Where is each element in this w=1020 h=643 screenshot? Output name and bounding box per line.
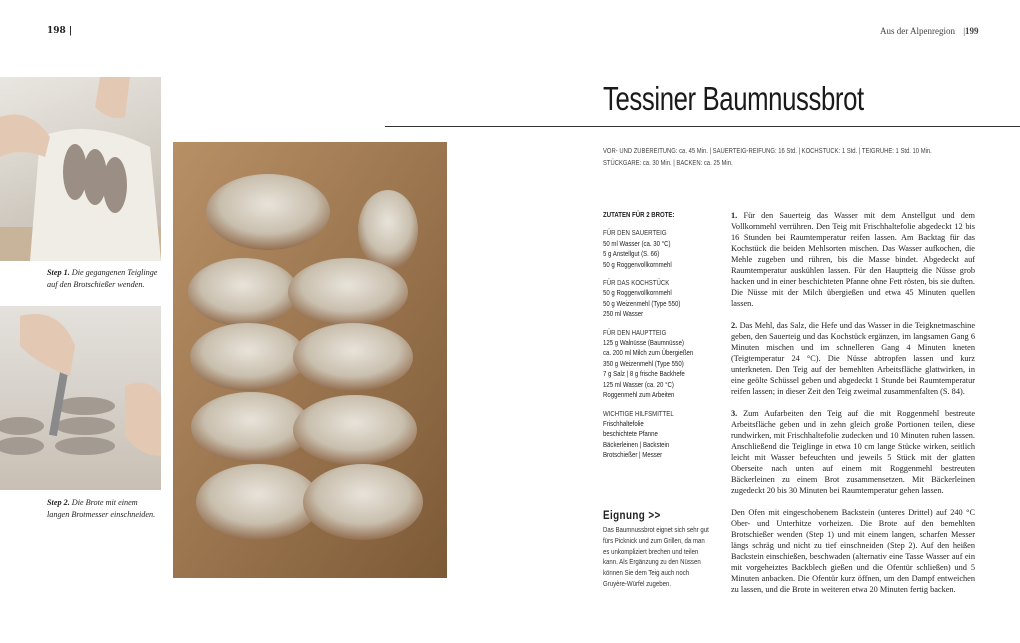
- step2-caption: [47, 497, 159, 521]
- step1-illustration: [0, 77, 161, 261]
- section-heading: FÜR DAS KOCHSTÜCK: [603, 278, 670, 288]
- ingredient-item: 50 g Weizenmehl (Type 550): [603, 298, 681, 308]
- ingredient-item: 7 g Salz | 8 g frische Backhefe: [603, 369, 685, 379]
- step1-text: Die gegangenen Teiglinge auf den Brotschießer wenden.: [47, 268, 158, 290]
- instruction-step-1: 1. Für den Sauerteig das Wasser mit dem Anstellgut und dem Vollkornmehl verrühren. Den Teig mit Frischhaltefolie abgedeckt 12 bis 16 Stunden bei Raumtemperatur reifen lassen. Am Backtag für das Kochstück die beiden Mehlsorten mischen. Das Wasser aufkochen, die Mehle zugeben und rühren, bis die Masse bindet. Abgedeckt auf Raumtemperatur auskühlen lassen. Für den Hauptteig die Nüsse grob hacken und in einer beschichteten Pfanne ohne Fett rösten, bis sie duften. Die Nüsse mit der Milch übergießen und etwa 45 Minuten quellen lassen.: [731, 211, 976, 308]
- recipe-meta: [603, 146, 932, 170]
- eignung-title: Eignung >>: [603, 508, 661, 522]
- step1-photo: [0, 77, 161, 261]
- ingredients-title: ZUTATEN FÜR 2 BROTE:: [603, 210, 675, 219]
- eignung-text: Das Baumnussbrot eignet sich sehr gut fürs Picknick und zum Grillen, da man es unkompliziert brechen und teilen kann. Als Ergänzung zu den Nüssen können Sie dem Teig auch noch Gruyère-Würfel zugeben.: [603, 525, 709, 588]
- ingredient-item: 125 g Walnüsse (Baumnüsse): [603, 338, 684, 348]
- ingredient-item: 350 g Weizenmehl (Type 550): [603, 358, 684, 368]
- instructions: [731, 210, 975, 606]
- instruction-step-2: 2. Das Mehl, das Salz, die Hefe und das Wasser in die Teigknetmaschine geben, den Sauerteig und das Kochstück ergänzen, im langsamen Gang 6 Minuten mischen und im schnelleren Gang 4 Minuten kneten (Teigtemperatur 24 °C). Die Nüsse abtropfen lassen und kurz unterkneten. Den Teig auf der bemehlten Arbeitsfläche glattwirken, in eine geölte Schüssel geben und abgedeckt 1 Stunde bei Raumtemperatur reifen lassen; in dieser Zeit den Teig zweimal zusammenfalten (S. 84).: [731, 321, 975, 396]
- page-number-left: 198 |: [47, 26, 73, 36]
- meta-line-1: VOR- UND ZUBEREITUNG: ca. 45 Min. | SAUERTEIG-REIFUNG: 16 Std. | KOCHSTÜCK: 1 Std. | TEIGRUHE: 1 Std. 10 Min.: [603, 148, 932, 155]
- running-head-title: Aus der Alpenregion: [880, 26, 955, 36]
- meta-line-2: STÜCKGARE: ca. 30 Min. | BACKEN: ca. 25 Min.: [603, 160, 733, 167]
- step1-label: Step 1.: [47, 268, 70, 277]
- step2-illustration: [0, 306, 161, 490]
- page-number-right: 199: [965, 26, 979, 36]
- section-heading: WICHTIGE HILFSMITTEL: [603, 408, 674, 418]
- ingredient-item: Bäckerleinen | Backstein: [603, 439, 670, 449]
- ingredient-item: beschichtete Pfanne: [603, 429, 658, 439]
- bread-photo: [173, 142, 447, 578]
- ingredient-item: 5 g Anstellgut (S. 66): [603, 249, 660, 259]
- instruction-baking: Den Ofen mit eingeschobenem Backstein (unteres Drittel) auf 240 °C Ober- und Unterhitze vorheizen. Die Brote auf den bemehlten Brotschießer wenden (Step 1) und mit einem langen, scharfen Messer längs schräg und nicht zu tief einschneiden (Step 2). Auf den heißen Backstein einschießen, beschwaden (alternativ eine Tasse Wasser auf ein mit vorgeheiztes Backblech gießen und die Ofentür schließen) und 5 Minuten anbacken. Die Ofentür kurz öffnen, um den Dampf entweichen zu lassen, und die Brote in weiteren etwa 20 Minuten fertig backen.: [731, 508, 975, 594]
- ingredient-item: Frischhaltefolie: [603, 418, 644, 428]
- step2-photo: [0, 306, 161, 490]
- ingredient-item: 125 ml Wasser (ca. 20 °C): [603, 379, 674, 389]
- ingredient-item: 50 ml Wasser (ca. 30 °C): [603, 238, 671, 248]
- ingredient-item: Roggenmehl zum Arbeiten: [603, 390, 675, 400]
- running-head: Aus der Alpenregion |199: [880, 26, 979, 36]
- step2-text: Die Brote mit einem langen Brotmesser einschneiden.: [47, 498, 156, 520]
- instruction-step-3: 3. Zum Aufarbeiten den Teig auf die mit Roggenmehl bestreute Arbeitsfläche geben und in zehn gleich große Portionen teilen, diese rundwirken, mit Frischhaltefolie zudecken und 10 Minuten ruhen lassen. Anschließend die Teiglinge in etwa 10 cm lange Stücke wirken, seitlich leicht mit Wasser befeuchten und jeweils 5 Stück mit der glatten Oberseite nach unten auf einem mit Roggenmehl bestreuten Bäckerleinen zu einem Brot zusammensetzen. Mit Bäckerleinen zugedeckt 20 bis 30 Minuten bei Raumtemperatur gehen lassen.: [731, 409, 976, 495]
- ingredients: [603, 210, 718, 461]
- title-rule: [385, 126, 1020, 127]
- ingredient-item: ca. 200 ml Milch zum Übergießen: [603, 348, 694, 358]
- ingredient-item: 50 g Roggenvollkornmehl: [603, 288, 672, 298]
- step1-caption: [47, 267, 159, 291]
- ingredient-item: Brotschießer | Messer: [603, 450, 663, 460]
- bread-illustration: [173, 142, 447, 578]
- recipe-title: Tessiner Baumnussbrot: [603, 80, 864, 117]
- section-heading: FÜR DEN SAUERTEIG: [603, 228, 667, 238]
- ingredient-item: 250 ml Wasser: [603, 309, 644, 319]
- step2-label: Step 2.: [47, 498, 70, 507]
- ingredient-item: 50 g Roggenvollkornmehl: [603, 259, 672, 269]
- section-heading: FÜR DEN HAUPTTEIG: [603, 327, 667, 337]
